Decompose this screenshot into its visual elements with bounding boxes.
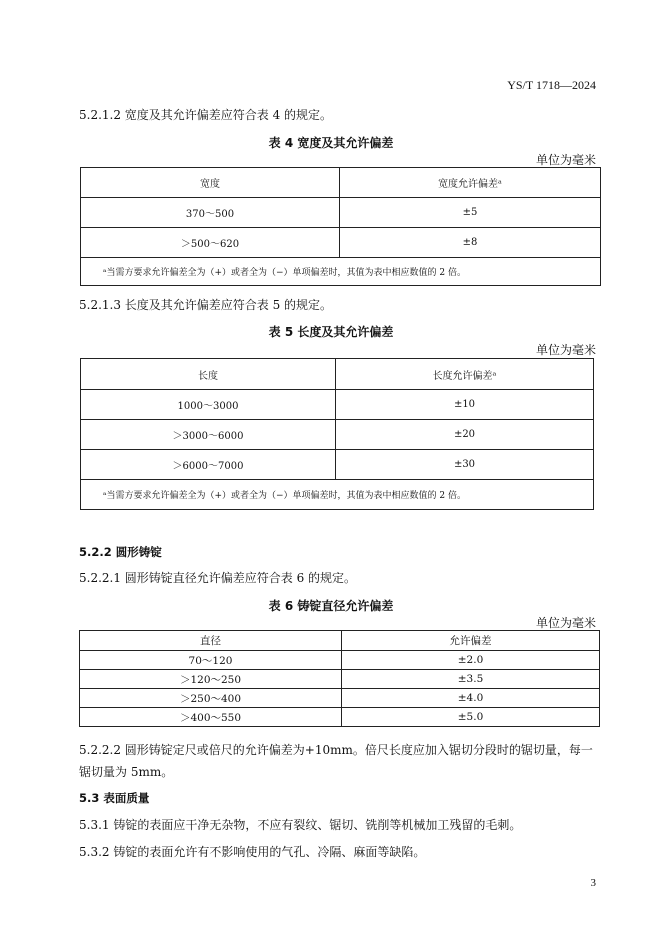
table-cell: 1000～3000 — [81, 390, 336, 420]
table-row — [80, 651, 600, 670]
table-cell: ＞500～620 — [81, 228, 340, 258]
table-4-unit: 单位为毫米 — [535, 153, 596, 167]
clause-5-2-2-1: 5.2.2.1 圆形铸锭直径允许偏差应符合表 6 的规定。 — [79, 571, 357, 585]
table-cell: 370～500 — [81, 198, 340, 228]
table-cell: ±5 — [340, 198, 601, 228]
table-4-header-tolerance: 宽度允许偏差ᵃ — [340, 168, 601, 198]
table-cell: ＞3000～6000 — [81, 420, 336, 450]
clause-5-2-2-2: 5.2.2.2 圆形铸锭定尺或倍尺的允许偏差为+10mm。倍尺长度应加入锯切分段时的锯切量，每一锯切量为 5mm。 — [79, 743, 593, 779]
table-cell: ±4.0 — [342, 689, 600, 708]
standard-number: YS/T 1718—2024 — [507, 78, 596, 92]
table-cell: ±30 — [336, 450, 594, 480]
section-5-2-2-heading: 5.2.2 圆形铸锭 — [79, 545, 162, 559]
table-5-unit: 单位为毫米 — [535, 343, 596, 357]
table-row — [81, 390, 594, 420]
table-4-header-width: 宽度 — [81, 168, 340, 198]
table-cell: 70～120 — [80, 651, 342, 670]
table-5-caption: 表 5 长度及其允许偏差 — [268, 325, 394, 339]
table-cell: ＞250～400 — [80, 689, 342, 708]
table-6-unit: 单位为毫米 — [535, 616, 596, 630]
table-5-header-length: 长度 — [81, 359, 336, 390]
table-cell: ±20 — [336, 420, 594, 450]
table-5-header-tolerance: 长度允许偏差ᵃ — [336, 359, 594, 390]
page-number: 3 — [590, 877, 596, 889]
table-row — [80, 689, 600, 708]
table-5 — [80, 358, 594, 510]
table-row — [81, 420, 594, 450]
table-cell: ＞120～250 — [80, 670, 342, 689]
clause-5-2-1-2: 5.2.1.2 宽度及其允许偏差应符合表 4 的规定。 — [79, 108, 333, 122]
table-cell: ＞400～550 — [80, 708, 342, 727]
table-row — [81, 450, 594, 480]
table-cell: ±3.5 — [342, 670, 600, 689]
table-6-header-tolerance: 允许偏差 — [342, 631, 600, 651]
table-row — [80, 670, 600, 689]
clause-5-3-2: 5.3.2 铸锭的表面允许有不影响使用的气孔、冷隔、麻面等缺陷。 — [79, 845, 426, 859]
clause-5-3-1: 5.3.1 铸锭的表面应干净无杂物，不应有裂纹、锯切、铣削等机械加工残留的毛刺。 — [79, 818, 522, 832]
table-4 — [80, 167, 601, 286]
table-6-header-diameter: 直径 — [80, 631, 342, 651]
table-6 — [79, 630, 600, 727]
table-row — [80, 708, 600, 727]
clause-5-2-1-3: 5.2.1.3 长度及其允许偏差应符合表 5 的规定。 — [79, 298, 333, 312]
table-6-caption: 表 6 铸锭直径允许偏差 — [268, 599, 394, 613]
table-4-caption: 表 4 宽度及其允许偏差 — [268, 136, 394, 150]
table-5-note: ᵃ当需方要求允许偏差全为（+）或者全为（−）单项偏差时，其值为表中相应数值的 2 倍。 — [81, 480, 594, 510]
table-cell: ＞6000～7000 — [81, 450, 336, 480]
table-row — [81, 198, 601, 228]
table-row — [81, 228, 601, 258]
table-cell: ±5.0 — [342, 708, 600, 727]
table-4-note: ᵃ当需方要求允许偏差全为（+）或者全为（−）单项偏差时，其值为表中相应数值的 2 倍。 — [81, 258, 601, 286]
table-cell: ±10 — [336, 390, 594, 420]
section-5-3-heading: 5.3 表面质量 — [79, 791, 150, 805]
table-cell: ±8 — [340, 228, 601, 258]
table-cell: ±2.0 — [342, 651, 600, 670]
